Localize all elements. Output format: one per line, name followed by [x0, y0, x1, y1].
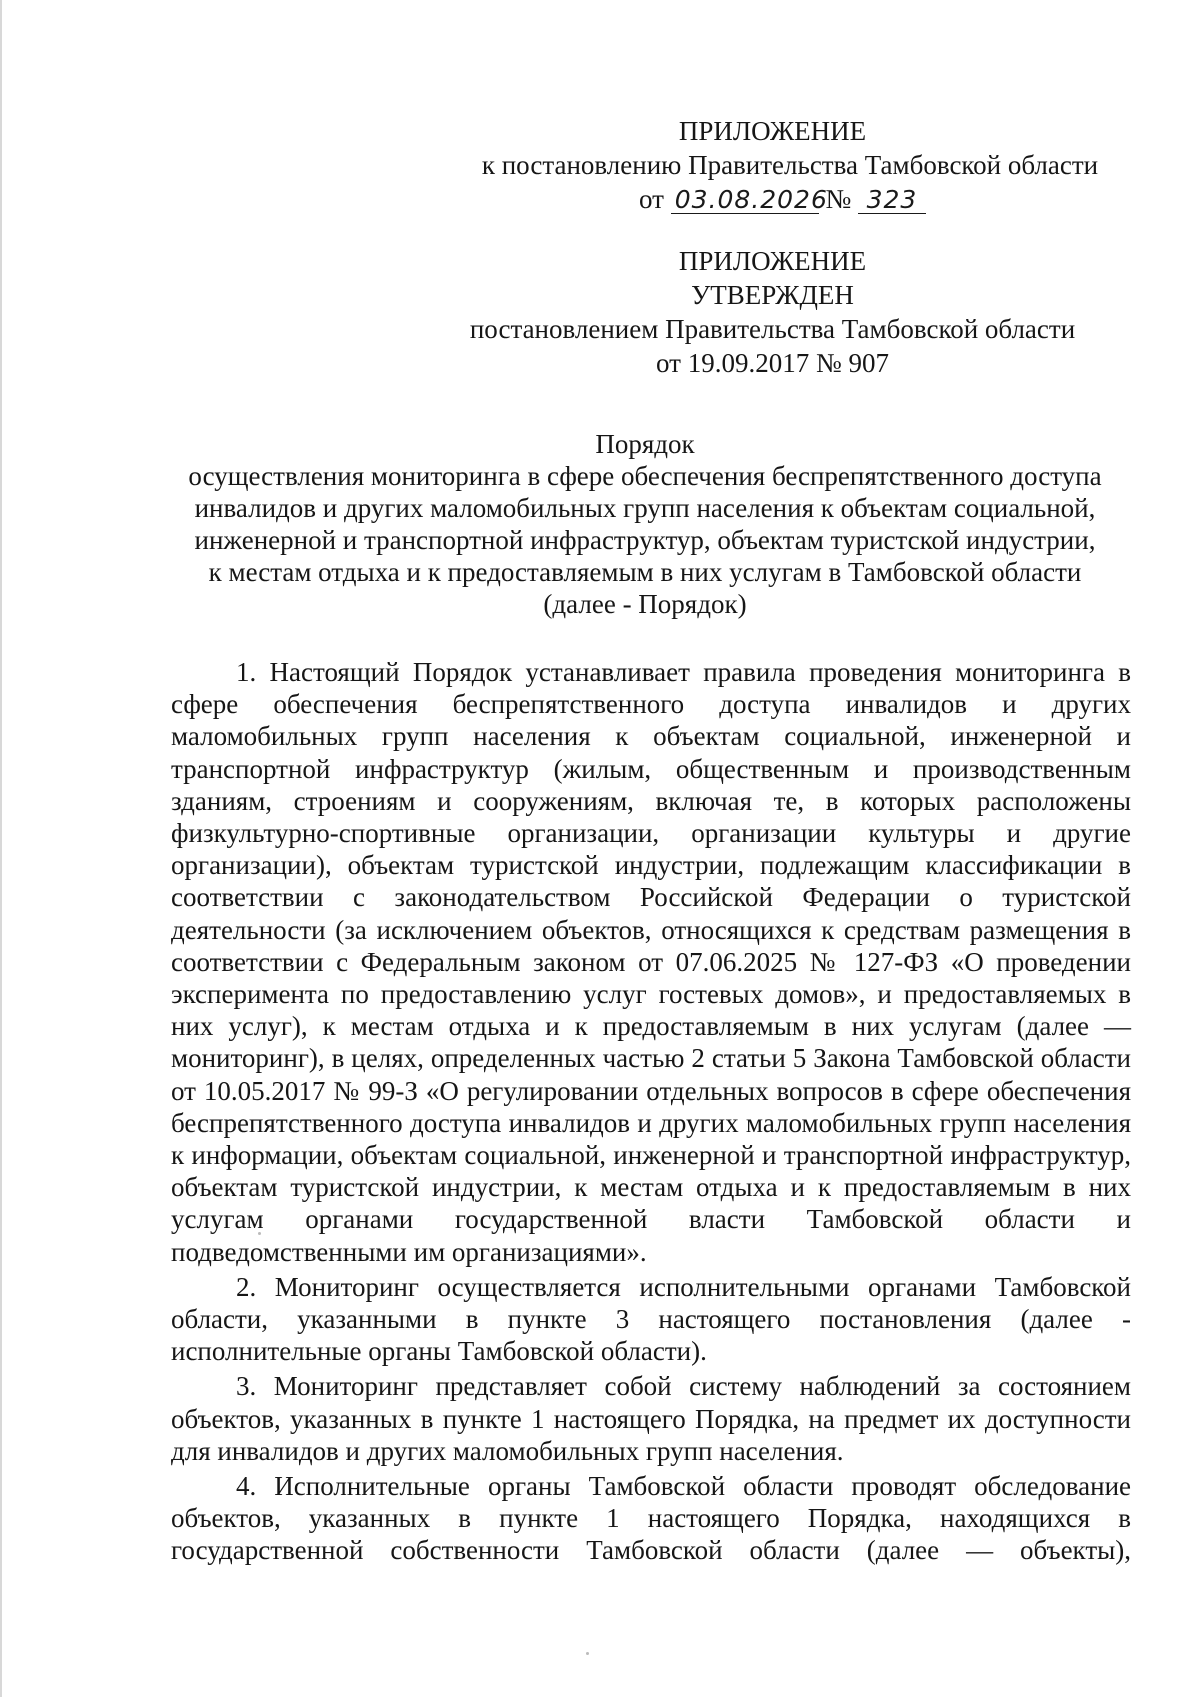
approved-appendix-title: ПРИЛОЖЕНИЕ	[678, 246, 867, 276]
paragraph-1: 1. Настоящий Порядок устанавливает правила проведения мониторинга в сфере обеспечения беспрепятственного доступа инвалидов и других маломобильных групп населения к объектам социальной, инженерной и транспортной инфраструктур (жилым, общественным и производственным зданиям, строениям и сооружениям, включая те, в которых расположены физкультурно-спортивные организации, организации культуры и другие организации), объектам туристской индустрии, подлежащим классификации в соответствии с законодательством Российской Федерации о туристской деятельности (за исключением объектов, относящихся к средствам размещения в соответствии с Федеральным законом от 07.06.2025 № 127-ФЗ «О проведении эксперимента по предоставлению услуг гостевых домов», и предоставляемых в них услуг), к местам отдыха и к предоставляемым в них услугам (далее — мониторинг), в целях, определенных частью 2 статьи 5 Закона Тамбовской области от 10.05.2017 № 99-З «О регулировании отдельных вопросов в сфере обеспечения беспрепятственного доступа инвалидов и других маломобильных групп населения к информации, объектам социальной, инженерной и транспортной инфраструктур, объектам туристской индустрии, к местам отдыха и к предоставляемым в них услугам органами государственной власти Тамбовской области и подведомственными им организациями».	[171, 657, 1131, 1267]
approved-resolution-line: постановлением Правительства Тамбовской области	[469, 314, 1076, 344]
number-sign: №	[825, 184, 852, 214]
scan-speck	[586, 1652, 589, 1655]
document-body	[171, 656, 1131, 1570]
approved-header	[380, 244, 1140, 380]
appendix-resolution-line: к постановлению Правительства Тамбовской области	[481, 150, 1099, 180]
approved-date-line: от 19.09.2017 № 907	[656, 348, 889, 378]
paragraph-4: 4. Исполнительные органы Тамбовской области проводят обследование объектов, указанных в пункте 1 настоящего Порядка, находящихся в государственной собственности Тамбовской области (далее — объекты),	[171, 1471, 1131, 1566]
title-line: инвалидов и других маломобильных групп населения к объектам социальной,	[194, 493, 1096, 523]
approved-label: УТВЕРЖДЕН	[691, 280, 854, 310]
appendix-header	[380, 114, 1140, 216]
paragraph-2: 2. Мониторинг осуществляется исполнительными органами Тамбовской области, указанными в пункте 3 настоящего постановления (далее - исполнительные органы Тамбовской области).	[171, 1271, 1131, 1367]
document-title	[165, 428, 1125, 620]
title-line: инженерной и транспортной инфраструктур, объектам туристской индустрии,	[194, 525, 1096, 555]
title-line: к местам отдыха и к предоставляемым в них услугам в Тамбовской области	[208, 557, 1082, 587]
appendix-date-line	[380, 182, 1140, 216]
title-line: (далее - Порядок)	[543, 589, 747, 619]
title-line: Порядок	[595, 429, 695, 459]
scan-edge	[0, 0, 2, 1697]
date-prefix: от	[639, 184, 664, 214]
paragraph-3: 3. Мониторинг представляет собой систему наблюдений за состоянием объектов, указанных в пункте 1 настоящего Порядка, на предмет их доступности для инвалидов и других маломобильных групп населения.	[171, 1371, 1131, 1466]
title-line: осуществления мониторинга в сфере обеспечения беспрепятственного доступа	[188, 461, 1102, 491]
handwritten-date: 03.08.2026	[671, 187, 819, 214]
appendix-title: ПРИЛОЖЕНИЕ	[678, 116, 867, 146]
handwritten-number: 323	[858, 187, 926, 214]
